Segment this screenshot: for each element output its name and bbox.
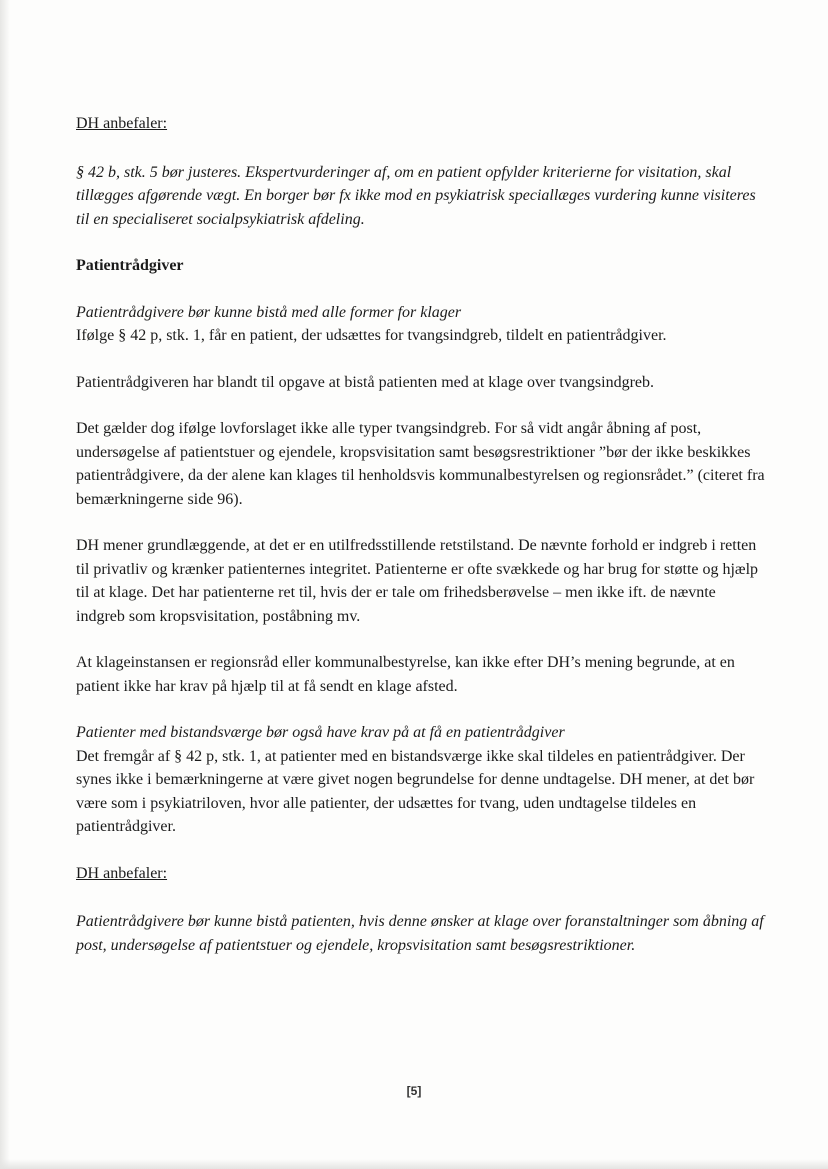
subheading-2: Patienter med bistandsværge bør også have krav på at få en patientrådgiver [76,724,565,741]
subheading-1: Patientrådgivere bør kunne bistå med alle former for klager [76,303,462,321]
recommendation-text-1: § 42 b, stk. 5 bør justeres. Ekspertvurderinger af, om en patient opfylder kriterierne for visitation, skal tillægges afgørende vægt. En borger bør fx ikke mod en psykiatrisk speciallæges vurdering kunne visiteres til en specialiseret socialpsykiatrisk afdeling. [76,163,756,228]
paragraph-1: Ifølge § 42 p, stk. 1, får en patient, der udsættes for tvangsindgreb, tildelt en patientrådgiver. [76,327,667,344]
scan-edge-bottom [0,1159,828,1169]
paragraph-5: At klageinstansen er regionsråd eller kommunalbestyrelse, kan ikke efter DH’s mening begrunde, at en patient ikke har krav på hjælp til at få sendt en klage afsted. [76,654,735,695]
recommendation-heading-1: DH anbefaler: [76,115,168,132]
recommendation-text-2: Patientrådgivere bør kunne bistå patienten, hvis denne ønsker at klage over foranstaltninger som åbning af post, undersøgelse af patientstuer og ejendele, kropsvisitation samt besøgsrestriktioner. [76,913,764,954]
page-number: [5] [406,1084,422,1098]
paragraph-6: Det fremgår af § 42 p, stk. 1, at patienter med en bistandsværge ikke skal tildeles en patientrådgiver. Der synes ikke i bemærkningerne at være givet nogen begrundelse for denne undtagelse. DH mener, at det bør være som i psykiatriloven, hvor alle patienter, der udsættes for tvang, uden undtagelse tildeles en patientrådgiver. [76,747,755,835]
recommendation-heading-2: DH anbefaler: [76,864,168,882]
paragraph-2: Patientrådgiveren har blandt til opgave at bistå patienten med at klage over tvangsindgreb. [76,373,655,391]
paragraph-3: Det gælder dog ifølge lovforslaget ikke alle typer tvangsindgreb. For så vidt angår åbning af post, undersøgelse af patientstuer og ejendele, kropsvisitation samt besøgsrestriktioner ”bør der ikke beskikkes patientrådgivere, da der alene kan klages til henholdsvis kommunalbestyrelsen og regionsrådet.” (citeret fra bemærkningerne side 96). [76,420,765,508]
document-body [76,112,766,957]
paragraph-4: DH mener grundlæggende, at det er en utilfredsstillende retstilstand. De nævnte forhold er indgreb i retten til privatliv og krænker patienternes integritet. Patienterne er ofte svækkede og har brug for støtte og hjælp til at klage. Det har patienterne ret til, hvis der er tale om frihedsberøvelse – men ikke ift. de nævnte indgreb som kropsvisitation, poståbning mv. [76,537,759,625]
scan-edge-left [0,0,10,1169]
section-title: Patientrådgiver [76,257,184,274]
